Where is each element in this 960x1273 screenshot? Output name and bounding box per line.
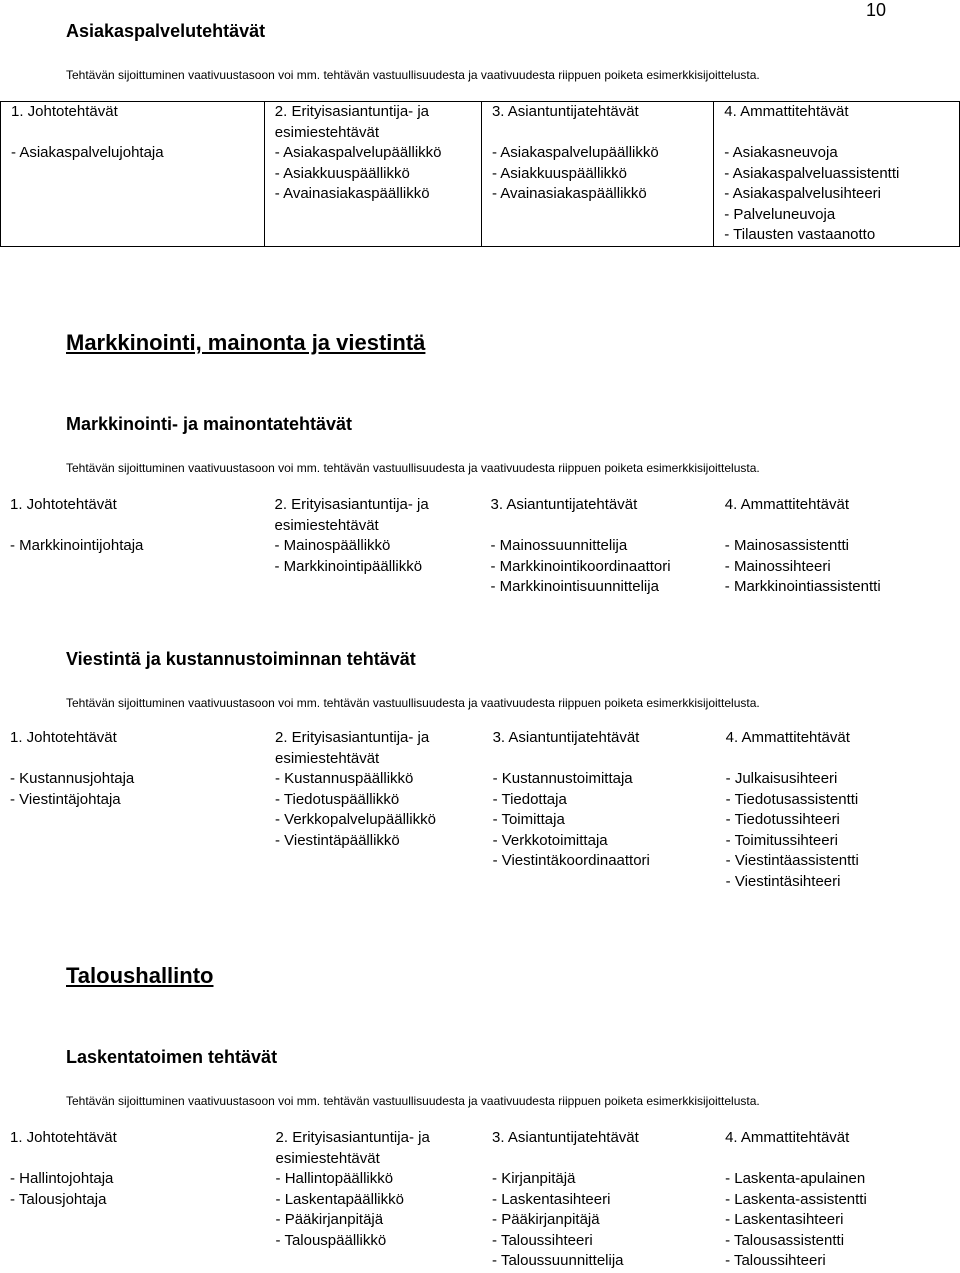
list-item: - Asiakaspalvelusihteeri [724, 185, 882, 202]
role-list [483, 769, 716, 892]
list-item: - Mainospäällikkö [274, 537, 391, 554]
column-header-text: 4. Ammattitehtävät [724, 103, 849, 120]
list-item: - Palveluneuvoja [724, 205, 836, 223]
table-row [0, 1169, 960, 1272]
column-header-text: 3. Asiantuntijatehtävät [491, 103, 639, 120]
list-item: - Asiakaspalvelujohtaja [11, 144, 164, 161]
list-item: - Julkaisusihteeri [725, 770, 838, 787]
column-header [264, 495, 480, 536]
list-item: - Asiakaspalvelupäällikkö [274, 144, 442, 161]
column-header-text: 3. Asiantuntijatehtävät [490, 496, 638, 513]
list-item: - Mainossihteeri [724, 557, 831, 575]
role-list [0, 536, 264, 598]
list-item: - Kustannustoimittaja [492, 770, 633, 787]
list-item: - Viestintäkoordinaattori [492, 852, 650, 869]
table-header-row [1, 102, 960, 144]
list-item: - Verkkopalvelupäällikkö [274, 811, 436, 828]
role-list [264, 536, 480, 598]
list-item: - Markkinointijohtaja [10, 537, 144, 554]
list-item: - Hallintojohtaja [10, 1170, 114, 1187]
column-header-text: 3. Asiantuntijatehtävät [492, 1129, 639, 1146]
list-item: - Viestintäjohtaja [10, 790, 121, 808]
column-header-text: 1. Johtotehtävät [10, 496, 117, 513]
role-list [714, 143, 960, 246]
list-item: - Markkinointikoordinaattori [490, 557, 671, 575]
column-header [265, 728, 483, 769]
list-item: - Tiedotussihteeri [725, 811, 840, 828]
list-item: - Verkkotoimittaja [492, 831, 608, 849]
list-item: - Asiakkuuspäällikkö [274, 164, 410, 182]
list-item: - Avainasiakaspäällikkö [274, 185, 430, 202]
column-header [0, 495, 264, 536]
list-item: - Avainasiakaspäällikkö [491, 185, 647, 202]
list-item: - Markkinointipäällikkö [274, 557, 423, 575]
column-header [481, 495, 715, 536]
role-list [481, 143, 713, 246]
section-note: Tehtävän sijoittuminen vaativuustasoon voi mm. tehtävän vastuullisuudesta ja vaativuudesta riippuen poiketa esimerkkisijoittelusta. [66, 461, 760, 475]
list-item: - Laskenta-apulainen [725, 1170, 866, 1187]
list-item: - Asiakasneuvoja [724, 144, 838, 161]
list-item: - Taloussuunnittelija [492, 1252, 624, 1269]
role-list [264, 143, 481, 246]
list-item: - Viestintäassistentti [725, 852, 859, 869]
list-item: - Tiedottaja [492, 790, 567, 808]
column-header-text: esimiestehtävät [274, 516, 379, 534]
table-header-row [0, 495, 960, 536]
column-header [715, 495, 960, 536]
list-item: - Talouspäällikkö [275, 1231, 387, 1249]
column-header-text: 2. Erityisasiantuntija- ja [274, 496, 429, 513]
table-header-row [0, 1128, 960, 1169]
list-item: - Tilausten vastaanotto [724, 226, 876, 243]
list-item: - Kustannuspäällikkö [274, 770, 414, 787]
list-item: - Taloussihteeri [725, 1252, 826, 1269]
list-item: - Viestintäsihteeri [725, 872, 841, 890]
column-header [0, 728, 265, 769]
list-item: - Laskenta-assistentti [725, 1190, 867, 1208]
column-header-text: 3. Asiantuntijatehtävät [492, 729, 640, 746]
role-table [0, 495, 960, 598]
column-header [0, 1128, 266, 1169]
column-header-text: 1. Johtotehtävät [10, 729, 117, 746]
list-item: - Kirjanpitäjä [492, 1170, 576, 1187]
column-header [1, 102, 265, 144]
role-list [0, 1169, 266, 1272]
section-title: Laskentatoimen tehtävät [66, 1047, 278, 1067]
list-item: - Laskentasihteeri [725, 1211, 844, 1228]
list-item: - Mainosassistentti [724, 537, 849, 554]
column-header-text: esimiestehtävät [274, 123, 379, 141]
column-header-text: 1. Johtotehtävät [11, 103, 118, 120]
role-table [0, 101, 960, 247]
role-list [1, 143, 265, 246]
column-header-text: 4. Ammattitehtävät [724, 496, 850, 513]
table-header-row [0, 728, 960, 769]
list-item: - Toimitussihteeri [725, 831, 838, 849]
column-header [266, 1128, 483, 1169]
column-header-text: 4. Ammattitehtävät [725, 729, 850, 746]
section-note: Tehtävän sijoittuminen vaativuustasoon voi mm. tehtävän vastuullisuudesta ja vaativuudesta riippuen poiketa esimerkkisijoittelusta. [66, 1094, 760, 1108]
column-header-text: 4. Ammattitehtävät [725, 1129, 850, 1146]
list-item: - Markkinointiassistentti [724, 578, 881, 595]
list-item: - Laskentapäällikkö [275, 1190, 404, 1208]
column-header-text: esimiestehtävät [274, 749, 380, 767]
column-header-text: 1. Johtotehtävät [10, 1129, 117, 1146]
list-item: - Hallintopäällikkö [275, 1170, 394, 1187]
list-item: - Pääkirjanpitäjä [492, 1211, 600, 1228]
column-header-text: 2. Erityisasiantuntija- ja [275, 1129, 430, 1146]
role-list [715, 1169, 960, 1272]
list-item: - Markkinointisuunnittelija [490, 578, 659, 595]
list-item: - Tiedotuspäällikkö [274, 790, 400, 808]
list-item: - Talousassistentti [725, 1231, 845, 1249]
table-row [1, 143, 960, 246]
column-header-text: esimiestehtävät [275, 1149, 380, 1167]
list-item: - Asiakkuuspäällikkö [491, 164, 628, 182]
column-header [264, 102, 481, 144]
column-header-text: 2. Erityisasiantuntija- ja [274, 103, 429, 120]
section-title: Viestintä ja kustannustoiminnan tehtävät [66, 649, 416, 669]
section-title: Markkinointi- ja mainontatehtävät [66, 414, 353, 434]
table-row [0, 536, 960, 598]
section-title: Asiakaspalvelutehtävät [66, 21, 266, 41]
main-heading: Taloushallinto [66, 963, 214, 988]
column-header [481, 102, 713, 144]
column-header [716, 728, 960, 769]
section-note: Tehtävän sijoittuminen vaativuustasoon voi mm. tehtävän vastuullisuudesta ja vaativuudesta riippuen poiketa esimerkkisijoittelusta. [66, 68, 760, 82]
list-item: - Talousjohtaja [10, 1190, 107, 1208]
list-item: - Kustannusjohtaja [10, 770, 135, 787]
list-item: - Laskentasihteeri [492, 1190, 611, 1208]
role-list [716, 769, 960, 892]
list-item: - Viestintäpäällikkö [274, 831, 400, 849]
role-list [265, 769, 483, 892]
list-item: - Pääkirjanpitäjä [275, 1211, 384, 1228]
list-item: - Asiakaspalveluassistentti [724, 164, 900, 182]
role-list [482, 1169, 715, 1272]
page-number: 10 [866, 0, 887, 20]
list-item: - Tiedotusassistentti [725, 790, 859, 808]
role-list [715, 536, 960, 598]
list-item: - Mainossuunnittelija [490, 537, 628, 554]
main-heading: Markkinointi, mainonta ja viestintä [66, 330, 426, 355]
list-item: - Toimittaja [492, 811, 565, 828]
role-table [0, 728, 960, 892]
list-item: - Asiakaspalvelupäällikkö [491, 144, 659, 161]
role-list [0, 769, 265, 892]
role-list [266, 1169, 483, 1272]
column-header-text: 2. Erityisasiantuntija- ja [274, 729, 430, 746]
list-item: - Taloussihteeri [492, 1231, 593, 1249]
table-row [0, 769, 960, 892]
column-header [714, 102, 960, 144]
role-list [481, 536, 715, 598]
role-table [0, 1128, 960, 1272]
section-note: Tehtävän sijoittuminen vaativuustasoon voi mm. tehtävän vastuullisuudesta ja vaativuudesta riippuen poiketa esimerkkisijoittelusta. [66, 696, 760, 710]
column-header [715, 1128, 960, 1169]
column-header [483, 728, 716, 769]
column-header [482, 1128, 715, 1169]
